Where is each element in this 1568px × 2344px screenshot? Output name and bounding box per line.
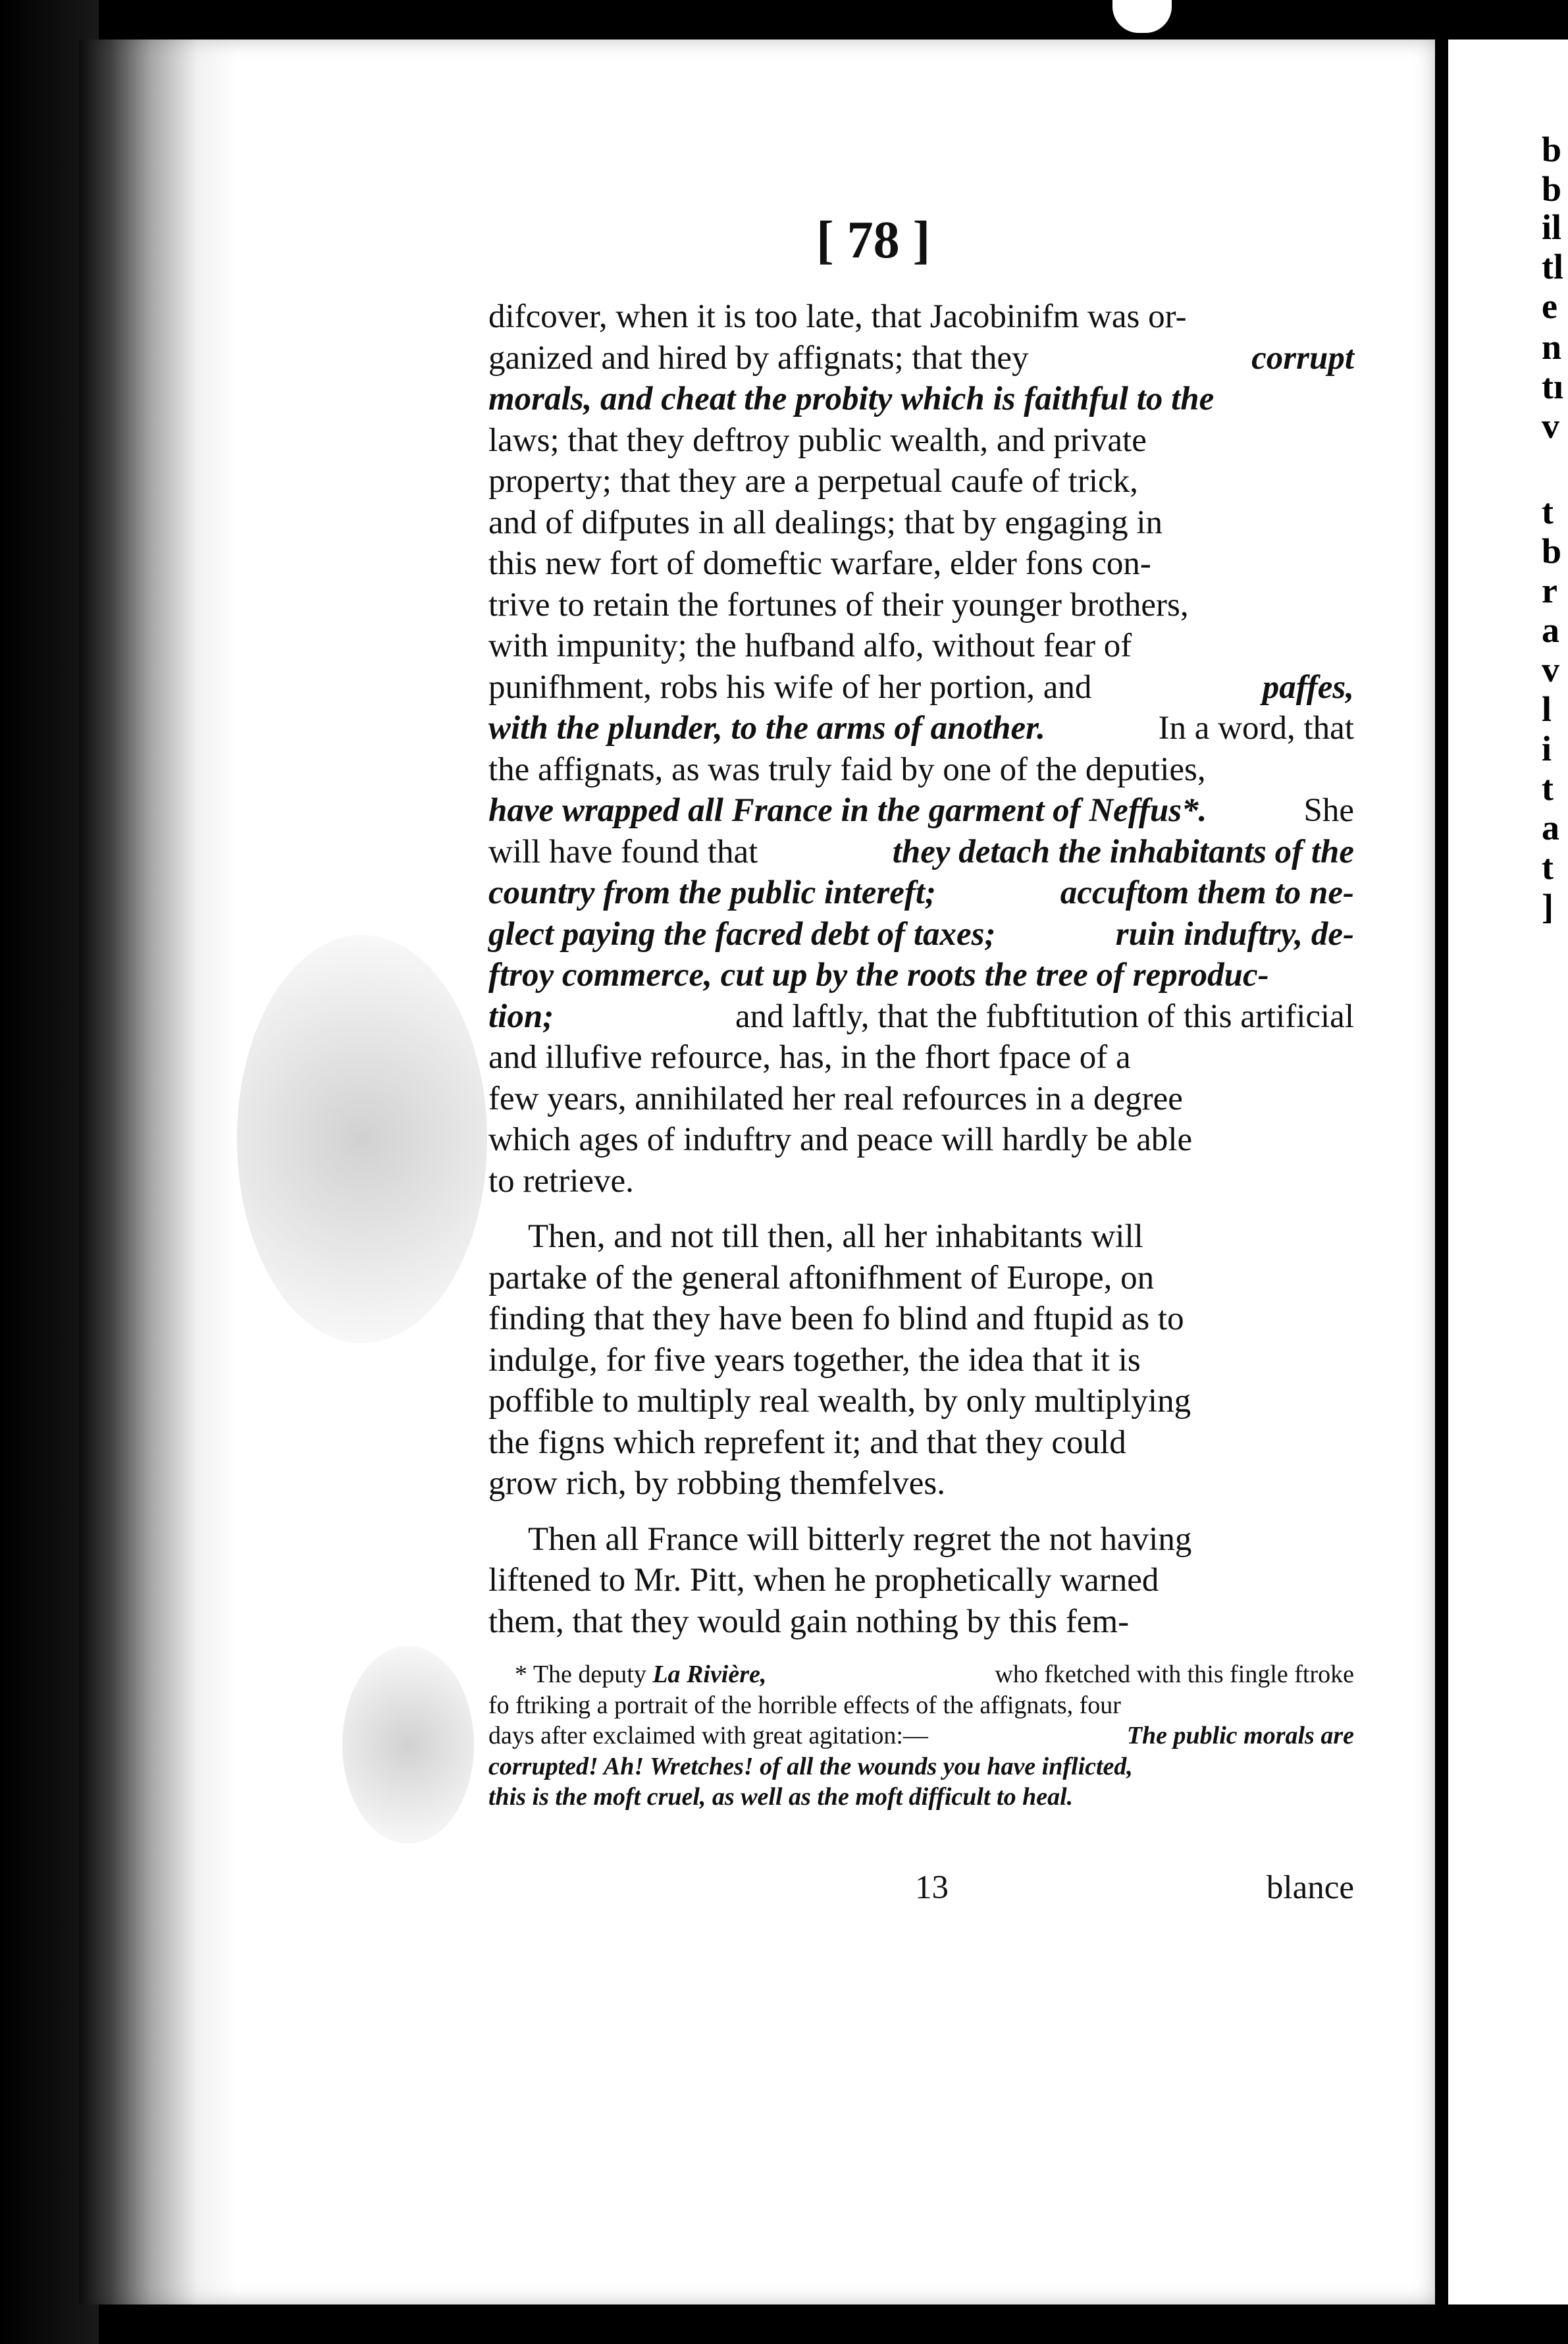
facing-page-fragment: b — [1542, 171, 1562, 207]
text-line: them, that they would gain nothing by this fem- — [488, 1603, 1130, 1640]
text-line: tion; and laftly, that the fubftitution of this artificial — [488, 998, 1354, 1035]
facing-page-fragment: tl — [1542, 249, 1563, 284]
facing-page-fragment: e — [1542, 288, 1557, 324]
signature-mark: 13 — [915, 1869, 949, 1906]
text-line: will have found that they detach the inhabitants of the — [488, 833, 1354, 870]
footnote-line: this is the moft cruel, as well as the moft difficult to heal. — [488, 1783, 1074, 1811]
facing-page-fragment: l — [1542, 691, 1552, 727]
facing-page-fragment: t — [1542, 849, 1554, 885]
facing-page-fragment: a — [1542, 612, 1559, 648]
footnote-line: * The deputy La Rivière, who fketched with this fingle ftroke — [515, 1661, 1354, 1688]
text-line: liftened to Mr. Pitt, when he prophetically warned — [488, 1562, 1159, 1599]
text-line: this new fort of domeftic warfare, elder fons con- — [488, 545, 1151, 582]
text-line: country from the public intereft; accuftom them to ne- — [488, 874, 1354, 911]
text-line: property; that they are a perpetual caufe of trick, — [488, 463, 1138, 500]
text-line: punifhment, robs his wife of her portion, and paffes, — [488, 668, 1354, 706]
signature-catchword-line — [488, 1869, 1354, 1907]
main-text-block — [488, 296, 1354, 1642]
text-line: Then all France will bitterly regret the not having — [528, 1520, 1192, 1558]
facing-page-fragment: a — [1542, 810, 1559, 845]
text-line: ganized and hired by affignats; that they corrupt — [488, 339, 1354, 377]
catchword: blance — [1266, 1869, 1354, 1906]
text-line: laws; that they deftroy public wealth, and private — [488, 421, 1147, 459]
facing-page-fragment: ] — [1542, 889, 1554, 924]
text-line: difcover, when it is too late, that Jacobinifm was or- — [488, 298, 1187, 335]
facing-page-fragment: i — [1542, 731, 1552, 766]
facing-page-fragment: t — [1542, 770, 1554, 806]
facing-page-fragment: b — [1542, 132, 1562, 167]
page-corner-fragment — [1112, 0, 1172, 33]
text-line: Then, and not till then, all her inhabitants will — [528, 1218, 1143, 1255]
text-line: and of difputes in all dealings; that by engaging in — [488, 504, 1163, 541]
footnote-block — [488, 1659, 1354, 1813]
text-line: the figns which reprefent it; and that they could — [488, 1424, 1126, 1461]
text-line: which ages of induftry and peace will hardly be able — [488, 1121, 1193, 1158]
text-line: indulge, for five years together, the idea that it is — [488, 1341, 1141, 1379]
footnote-line: days after exclaimed with great agitation:— The public morals are — [488, 1722, 1354, 1749]
page-number-header: [ 78 ] — [816, 211, 931, 269]
footnote-line: corrupted! Ah! Wretches! of all the wounds you have inflicted, — [488, 1752, 1133, 1780]
text-line: glect paying the facred debt of taxes; ruin induftry, de- — [488, 915, 1354, 953]
text-line: the affignats, as was truly faid by one of the deputies, — [488, 751, 1206, 788]
footnote-line: fo ftriking a portrait of the horrible effects of the affignats, four — [488, 1691, 1121, 1719]
text-line: poffible to multiply real wealth, by only multiplying — [488, 1383, 1191, 1420]
facing-page-fragment: il — [1542, 209, 1562, 245]
facing-page-edge — [1448, 40, 1568, 2304]
facing-page-fragment: n — [1542, 329, 1562, 365]
facing-page-fragment: b — [1542, 533, 1562, 569]
text-line: to retrieve. — [488, 1162, 634, 1200]
text-line: few years, annihilated her real refources in a degree — [488, 1080, 1183, 1117]
facing-page-fragment: v — [1542, 408, 1559, 444]
text-line: ftroy commerce, cut up by the roots the tree of reproduc- — [488, 957, 1269, 994]
facing-page-fragment: v — [1542, 652, 1559, 687]
text-line: and illufive refource, has, in the fhort fpace of a — [488, 1039, 1131, 1076]
text-line: with impunity; the hufband alfo, without fear of — [488, 627, 1132, 664]
text-line: partake of the general aftonifhment of Europe, on — [488, 1259, 1155, 1296]
text-line: trive to retain the fortunes of their younger brothers, — [488, 586, 1189, 624]
facing-page-fragment: tı — [1542, 369, 1563, 404]
facing-page-fragment: t — [1542, 494, 1554, 529]
text-line: morals, and cheat the probity which is faithful to the — [488, 381, 1215, 417]
text-line: finding that they have been fo blind and ftupid as to — [488, 1300, 1184, 1337]
facing-page-fragment: r — [1542, 573, 1557, 608]
text-line: grow rich, by robbing themfelves. — [488, 1465, 946, 1502]
text-line: with the plunder, to the arms of another. In a word, that — [488, 710, 1354, 747]
text-line: have wrapped all France in the garment of Neffus*. She — [488, 792, 1354, 829]
